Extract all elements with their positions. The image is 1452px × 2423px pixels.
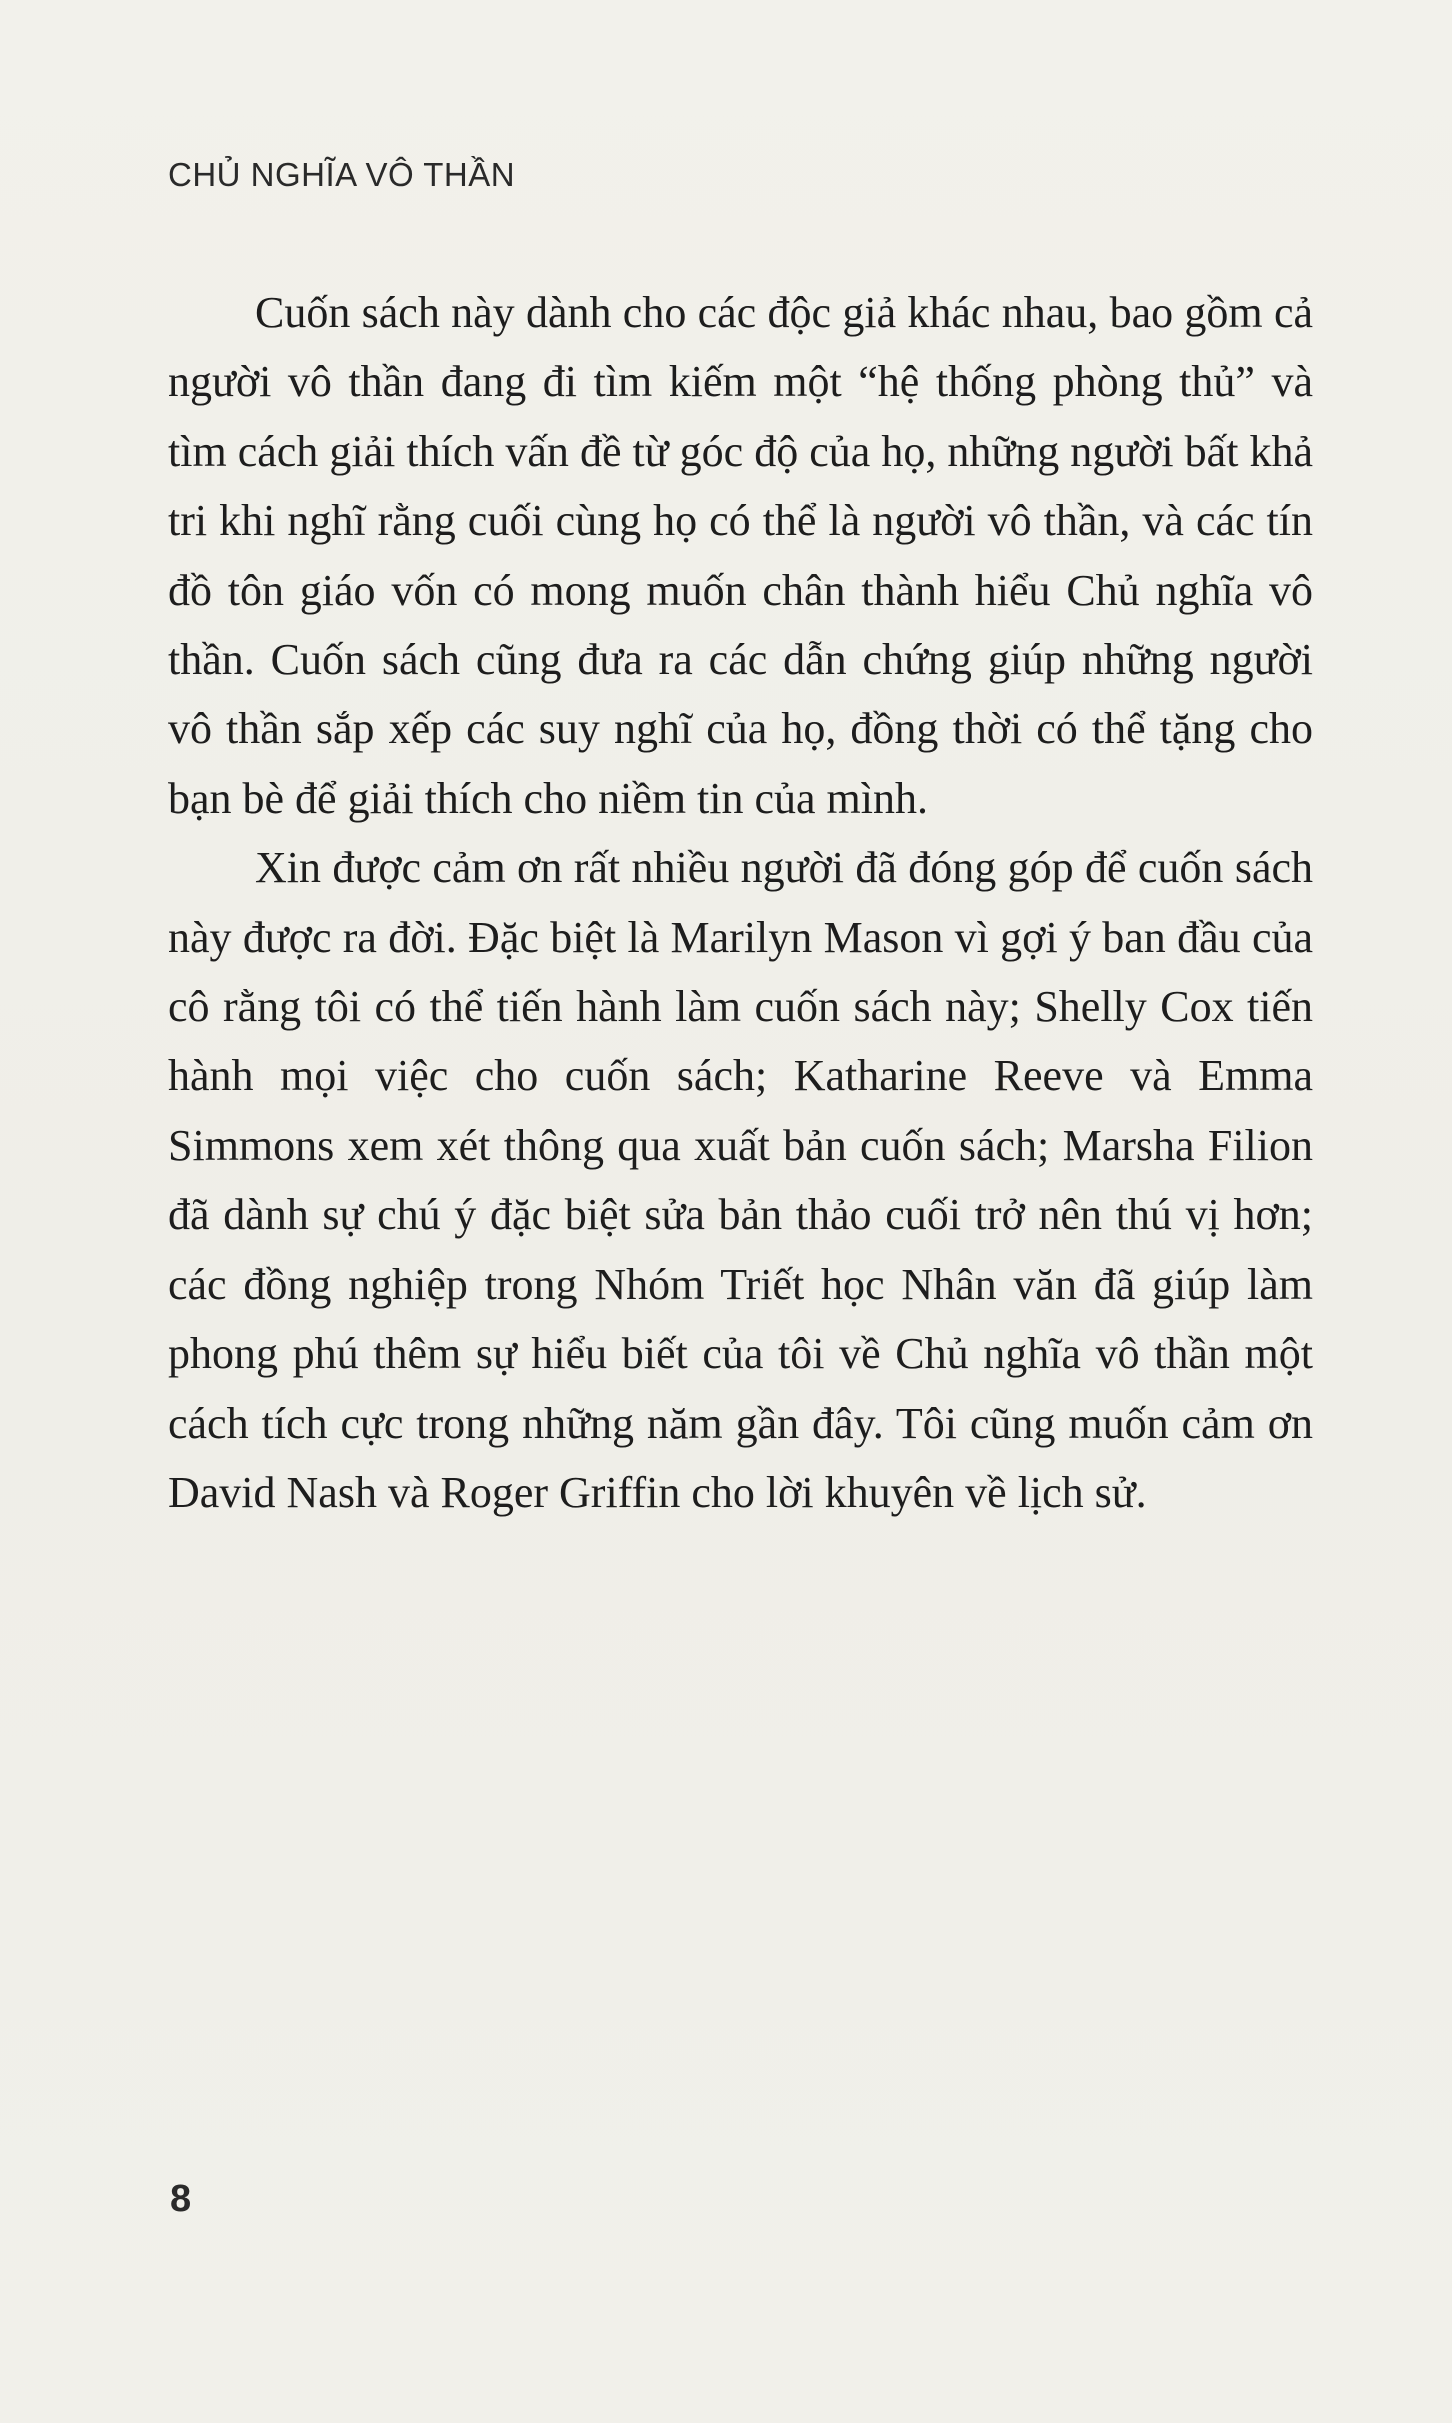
body-text [168, 278, 1313, 1527]
running-head-title: CHỦ NGHĨA VÔ THẦN [168, 156, 516, 193]
page-number: 8 [170, 2178, 192, 2220]
paragraph-audience: Cuốn sách này dành cho các độc giả khác nhau, bao gồm cả người vô thần đang đi tìm kiếm một “hệ thống phòng thủ” và tìm cách giải thích vấn đề từ góc độ của họ, những người bất khả tri khi nghĩ rằng cuối cùng họ có thể là người vô thần, và các tín đồ tôn giáo vốn có mong muốn chân thành hiểu Chủ nghĩa vô thần. Cuốn sách cũng đưa ra các dẫn chứng giúp những người vô thần sắp xếp các suy nghĩ của họ, đồng thời có thể tặng cho bạn bè để giải thích cho niềm tin của mình. [168, 288, 1313, 823]
paragraph-acknowledgements: Xin được cảm ơn rất nhiều người đã đóng góp để cuốn sách này được ra đời. Đặc biệt là Marilyn Mason vì gợi ý ban đầu của cô rằng tôi có thể tiến hành làm cuốn sách này; Shelly Cox tiến hành mọi việc cho cuốn sách; Katharine Reeve và Emma Simmons xem xét thông qua xuất bản cuốn sách; Marsha Filion đã dành sự chú ý đặc biệt sửa bản thảo cuối trở nên thú vị hơn; các đồng nghiệp trong Nhóm Triết học Nhân văn đã giúp làm phong phú thêm sự hiểu biết của tôi về Chủ nghĩa vô thần một cách tích cực trong những năm gần đây. Tôi cũng muốn cảm ơn David Nash và Roger Griffin cho lời khuyên về lịch sử. [168, 843, 1313, 1517]
